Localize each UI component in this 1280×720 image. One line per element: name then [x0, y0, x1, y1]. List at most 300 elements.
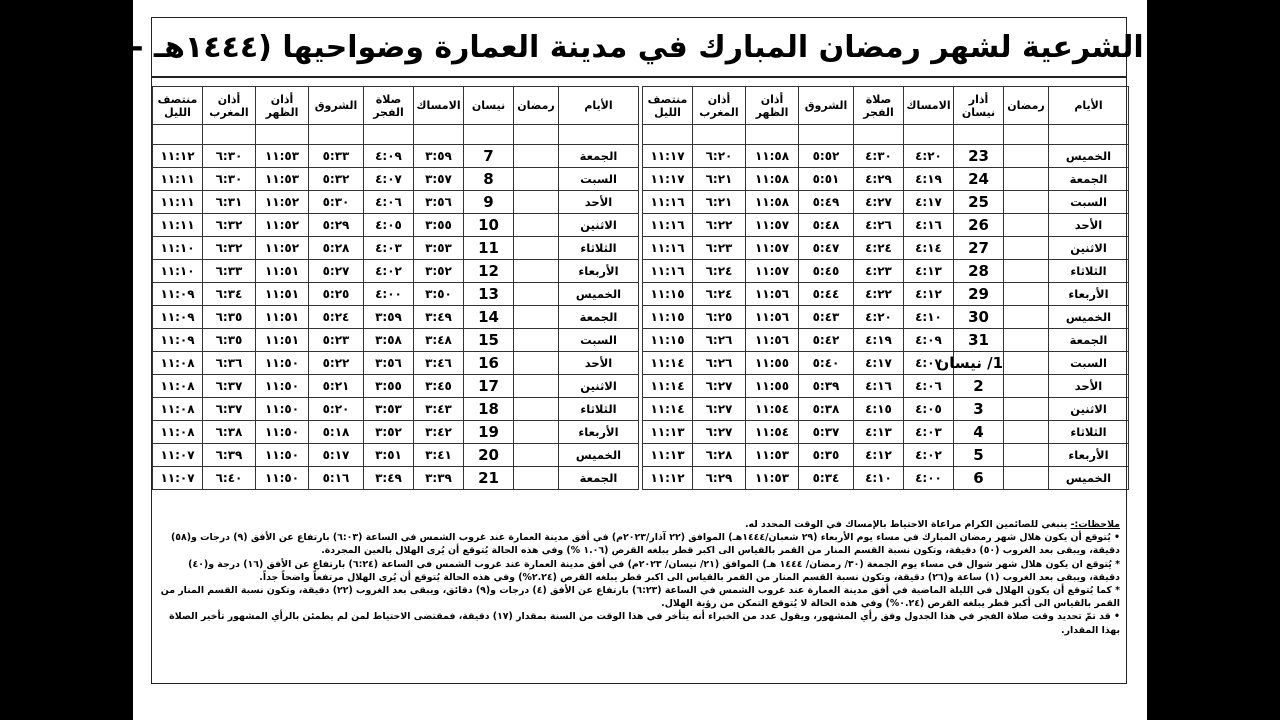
day-cell: الأربعاء: [1049, 283, 1129, 306]
day-cell: السبت: [559, 168, 639, 191]
maghrib-cell: ٦:٢٧: [693, 421, 746, 444]
ramadan-cell: [1004, 260, 1049, 283]
fajr-cell: ٣:٥٣: [364, 398, 414, 421]
imsak-cell: ٣:٤٩: [414, 306, 464, 329]
ramadan-cell: [1004, 352, 1049, 375]
midnight-cell: ١١:٠٨: [153, 352, 203, 375]
fajr-cell: ٤:٠٥: [364, 214, 414, 237]
midnight-cell: ١١:٠٨: [153, 421, 203, 444]
col-header: أذان المغرب: [693, 87, 746, 125]
sunrise-cell: ٥:٥٢: [799, 145, 854, 168]
imsak-cell: ٤:١٤: [904, 237, 954, 260]
dhuhr-cell: ١١:٥٦: [746, 329, 799, 352]
dhuhr-cell: ١١:٥٧: [746, 237, 799, 260]
fajr-cell: ٤:٢٦: [854, 214, 904, 237]
dhuhr-cell: ١١:٥٠: [256, 421, 309, 444]
day-cell: الخميس: [559, 444, 639, 467]
table-header-row: [643, 87, 1129, 125]
dhuhr-cell: ١١:٥٧: [746, 260, 799, 283]
page-title: الأوقات الشرعية لشهر رمضان المبارك في مدينة العمارة وضواحيها (١٤٤٤هـ - ٢٠٢٣م): [11, 29, 1267, 65]
imsak-cell: ٤:١٩: [904, 168, 954, 191]
col-header: منتصف الليل: [153, 87, 203, 125]
sunrise-cell: ٥:٤٠: [799, 352, 854, 375]
day-cell: الأحد: [559, 352, 639, 375]
imsak-cell: ٤:٠٥: [904, 398, 954, 421]
fajr-cell: ٤:٢٠: [854, 306, 904, 329]
day-cell: الخميس: [1049, 306, 1129, 329]
dhuhr-cell: ١١:٥٥: [746, 375, 799, 398]
imsak-cell: ٣:٥٠: [414, 283, 464, 306]
fajr-cell: ٤:١٥: [854, 398, 904, 421]
midnight-cell: ١١:١٣: [643, 421, 693, 444]
ramadan-cell: [1004, 283, 1049, 306]
dhuhr-cell: ١١:٥٣: [256, 168, 309, 191]
maghrib-cell: ٦:٢٧: [693, 375, 746, 398]
maghrib-cell: ٦:٣٩: [203, 444, 256, 467]
col-header: صلاة الفجر: [364, 87, 414, 125]
imsak-cell: ٤:٠٩: [904, 329, 954, 352]
notes-intro-text: ينبغي للصائمين الكرام مراعاة الاحتياط بالإمساك في الوقت المحدد له.: [745, 519, 1068, 530]
maghrib-cell: ٦:٣٢: [203, 214, 256, 237]
fajr-cell: ٤:١٦: [854, 375, 904, 398]
spacer-row: [643, 125, 1129, 145]
table-row: [643, 168, 1129, 191]
table-row: [643, 191, 1129, 214]
day-cell: الخميس: [559, 283, 639, 306]
sunrise-cell: ٥:٢١: [309, 375, 364, 398]
imsak-cell: ٤:٠٠: [904, 467, 954, 490]
ramadan-cell: [1004, 329, 1049, 352]
table-row: [153, 329, 639, 352]
sunrise-cell: ٥:٤٨: [799, 214, 854, 237]
table-row: [643, 214, 1129, 237]
maghrib-cell: ٦:٣٣: [203, 260, 256, 283]
table-row: [643, 444, 1129, 467]
dhuhr-cell: ١١:٥٠: [256, 352, 309, 375]
date-cell: 24: [954, 168, 1004, 191]
date-cell: 6: [954, 467, 1004, 490]
col-header: الشروق: [309, 87, 364, 125]
imsak-cell: ٣:٤٨: [414, 329, 464, 352]
sunrise-cell: ٥:٤٧: [799, 237, 854, 260]
day-cell: الثلاثاء: [1049, 421, 1129, 444]
schedule-table-right: [642, 86, 1129, 490]
date-cell: 12: [464, 260, 514, 283]
maghrib-cell: ٦:٢٠: [693, 145, 746, 168]
fajr-cell: ٤:٢٩: [854, 168, 904, 191]
date-cell: 26: [954, 214, 1004, 237]
imsak-cell: ٣:٤٥: [414, 375, 464, 398]
imsak-cell: ٤:٠٢: [904, 444, 954, 467]
title-box: [11, 18, 1267, 78]
date-cell: 28: [954, 260, 1004, 283]
imsak-cell: ٣:٥٥: [414, 214, 464, 237]
ramadan-cell: [1004, 145, 1049, 168]
maghrib-cell: ٦:٢٩: [693, 467, 746, 490]
table-row: [643, 467, 1129, 490]
midnight-cell: ١١:١٢: [643, 467, 693, 490]
fajr-cell: ٤:٢٤: [854, 237, 904, 260]
maghrib-cell: ٦:٣٨: [203, 421, 256, 444]
date-cell: 13: [464, 283, 514, 306]
midnight-cell: ١١:١٤: [643, 352, 693, 375]
table-row: [643, 237, 1129, 260]
midnight-cell: ١١:١٢: [153, 145, 203, 168]
midnight-cell: ١١:١٤: [643, 398, 693, 421]
imsak-cell: ٣:٥٩: [414, 145, 464, 168]
maghrib-cell: ٦:٢٧: [693, 398, 746, 421]
sunrise-cell: ٥:٣٧: [799, 421, 854, 444]
midnight-cell: ١١:١١: [153, 214, 203, 237]
col-header: الامساك: [414, 87, 464, 125]
table-row: [153, 237, 639, 260]
sunrise-cell: ٥:٤٢: [799, 329, 854, 352]
date-cell: 4: [954, 421, 1004, 444]
table-row: [643, 306, 1129, 329]
ramadan-cell: [514, 260, 559, 283]
maghrib-cell: ٦:٣١: [203, 191, 256, 214]
ramadan-cell: [1004, 444, 1049, 467]
day-cell: الاثنين: [1049, 237, 1129, 260]
imsak-cell: ٤:٢٠: [904, 145, 954, 168]
col-header: صلاة الفجر: [854, 87, 904, 125]
imsak-cell: ٣:٤١: [414, 444, 464, 467]
midnight-cell: ١١:١٥: [643, 306, 693, 329]
midnight-cell: ١١:٠٩: [153, 306, 203, 329]
date-cell: 3: [954, 398, 1004, 421]
date-cell: 29: [954, 283, 1004, 306]
fajr-cell: ٤:١٣: [854, 421, 904, 444]
day-cell: الاثنين: [559, 214, 639, 237]
imsak-cell: ٣:٥٢: [414, 260, 464, 283]
table-row: [153, 444, 639, 467]
fajr-cell: ٤:١٢: [854, 444, 904, 467]
imsak-cell: ٣:٥٣: [414, 237, 464, 260]
table-row: [643, 260, 1129, 283]
col-header: أذان الظهر: [746, 87, 799, 125]
ramadan-cell: [1004, 421, 1049, 444]
dhuhr-cell: ١١:٥٠: [256, 375, 309, 398]
day-cell: الاثنين: [559, 375, 639, 398]
day-cell: الأربعاء: [559, 260, 639, 283]
table-row: [153, 168, 639, 191]
fajr-cell: ٤:٠٢: [364, 260, 414, 283]
fajr-cell: ٤:١٠: [854, 467, 904, 490]
sunrise-cell: ٥:٤٩: [799, 191, 854, 214]
sunrise-cell: ٥:٢٧: [309, 260, 364, 283]
imsak-cell: ٣:٥٧: [414, 168, 464, 191]
sunrise-cell: ٥:٥١: [799, 168, 854, 191]
midnight-cell: ١١:١٣: [643, 444, 693, 467]
midnight-cell: ١١:١٥: [643, 329, 693, 352]
document-frame: [11, 17, 1267, 684]
fajr-cell: ٤:٠٧: [364, 168, 414, 191]
midnight-cell: ١١:١٦: [643, 214, 693, 237]
date-cell: 25: [954, 191, 1004, 214]
maghrib-cell: ٦:٣٦: [203, 352, 256, 375]
ramadan-cell: [1004, 168, 1049, 191]
col-header: الشروق: [799, 87, 854, 125]
date-cell: 20: [464, 444, 514, 467]
maghrib-cell: ٦:٣٠: [203, 145, 256, 168]
col-header: أذان الظهر: [256, 87, 309, 125]
fajr-cell: ٤:١٩: [854, 329, 904, 352]
col-header: أذان المغرب: [203, 87, 256, 125]
fajr-cell: ٣:٥٢: [364, 421, 414, 444]
day-cell: الجمعة: [559, 467, 639, 490]
date-cell: 21: [464, 467, 514, 490]
ramadan-cell: [1004, 191, 1049, 214]
maghrib-cell: ٦:٢٣: [693, 237, 746, 260]
maghrib-cell: ٦:٢٢: [693, 214, 746, 237]
dhuhr-cell: ١١:٥٨: [746, 168, 799, 191]
date-cell: 30: [954, 306, 1004, 329]
maghrib-cell: ٦:٣٠: [203, 168, 256, 191]
table-row: [153, 467, 639, 490]
dhuhr-cell: ١١:٥٦: [746, 306, 799, 329]
sunrise-cell: ٥:٣٠: [309, 191, 364, 214]
maghrib-cell: ٦:٢٨: [693, 444, 746, 467]
sunrise-cell: ٥:٢٩: [309, 214, 364, 237]
ramadan-cell: [1004, 306, 1049, 329]
table-row: [153, 375, 639, 398]
dhuhr-cell: ١١:٥١: [256, 329, 309, 352]
date-cell: 2: [954, 375, 1004, 398]
day-cell: الأحد: [1049, 214, 1129, 237]
fajr-cell: ٣:٤٩: [364, 467, 414, 490]
sunrise-cell: ٥:٣٣: [309, 145, 364, 168]
sunrise-cell: ٥:٢٠: [309, 398, 364, 421]
dhuhr-cell: ١١:٥٨: [746, 191, 799, 214]
day-cell: الأحد: [1049, 375, 1129, 398]
ramadan-cell: [1004, 375, 1049, 398]
fajr-cell: ٤:٢٧: [854, 191, 904, 214]
note-item: • قد تمّ تحديد وقت صلاة الفجر في هذا الجدول وفق رأي المشهور، ويقول عدد من الخبراء أنه يتأخر في هذا الوقت من السنة بمقدار (١٧) دقيقة، فمقتضى الاحتياط لمن لم يطمئن بالرأي المشهور تأخير الصلاة بهذا المقدار.: [169, 611, 1120, 636]
sunrise-cell: ٥:٣٥: [799, 444, 854, 467]
notes-heading: ملاحظات:-: [1070, 519, 1120, 530]
day-cell: الأربعاء: [1049, 444, 1129, 467]
maghrib-cell: ٦:٣٢: [203, 237, 256, 260]
ramadan-cell: [1004, 237, 1049, 260]
maghrib-cell: ٦:٢١: [693, 191, 746, 214]
fajr-cell: ٣:٥٥: [364, 375, 414, 398]
dhuhr-cell: ١١:٥٢: [256, 237, 309, 260]
col-header: الامساك: [904, 87, 954, 125]
col-header: رمضان: [514, 87, 559, 125]
day-cell: الثلاثاء: [559, 398, 639, 421]
maghrib-cell: ٦:٤٠: [203, 467, 256, 490]
note-item: * يُتوقع ان يكون هلال شهر شوال في مساء يوم الجمعة (٣٠/ رمضان/ ١٤٤٤ هـ) الموافق (٢١/ نيسان/ ٢٠٢٣م) في أفق مدينة العمارة عند غروب الشمس في الساعة (٦:٢٤) بارتفاع عن الأفق (١٦) درجة و(٤٠) دقيقة، ويبقى بعد الغروب (١) ساعة و(٢٦) دقيقة، وتكون نسبة القسم المنار من القمر بالقياس الى اكبر قطر يبلغه القرص (٢.٢٤%) وفي هذه الحالة يُتوقع أن يُرى الهلال مرتفعاً واضحاً جداً.: [188, 558, 1120, 583]
midnight-cell: ١١:١١: [153, 168, 203, 191]
dhuhr-cell: ١١:٥٠: [256, 398, 309, 421]
maghrib-cell: ٦:٣٧: [203, 375, 256, 398]
maghrib-cell: ٦:٢٦: [693, 329, 746, 352]
table-row: [643, 329, 1129, 352]
date-cell: 19: [464, 421, 514, 444]
imsak-cell: ٤:٠٧: [904, 352, 954, 375]
date-cell: 27: [954, 237, 1004, 260]
maghrib-cell: ٦:٢٤: [693, 283, 746, 306]
ramadan-cell: [514, 444, 559, 467]
table-row: [643, 421, 1129, 444]
date-cell: 9: [464, 191, 514, 214]
dhuhr-cell: ١١:٥٨: [746, 145, 799, 168]
sunrise-cell: ٥:٤٤: [799, 283, 854, 306]
note-item: • يُتوقع أن يكون هلال شهر رمضان المبارك في مساء يوم الأربعاء (٢٩ شعبان/١٤٤٤هـ) الموافق (٢٢ آذار/٢٠٢٣م) في أفق مدينة العمارة عند غروب الشمس في الساعة (٦:٠٣) بارتفاع عن الأفق (٩) درجات و(٥٨) دقيقة، ويبقى بعد الغروب (٥٠) دقيقة، وتكون نسبة القسم المنار من القمر بالقياس الى اكبر قطر يبلغه القرص (١.٠٦ %) وفي هذه الحالة يُتوقع أن يُرى الهلال بالعين المجردة.: [170, 532, 1120, 557]
ramadan-cell: [514, 214, 559, 237]
ramadan-cell: [514, 398, 559, 421]
maghrib-cell: ٦:٢٤: [693, 260, 746, 283]
fajr-cell: ٤:٣٠: [854, 145, 904, 168]
dhuhr-cell: ١١:٥١: [256, 306, 309, 329]
maghrib-cell: ٦:٣٥: [203, 329, 256, 352]
ramadan-cell: [514, 145, 559, 168]
dhuhr-cell: ١١:٥٧: [746, 214, 799, 237]
day-cell: الخميس: [1049, 467, 1129, 490]
fajr-cell: ٤:٠٠: [364, 283, 414, 306]
col-header: الأيام: [559, 87, 639, 125]
date-cell: 31: [954, 329, 1004, 352]
imsak-cell: ٤:٠٣: [904, 421, 954, 444]
dhuhr-cell: ١١:٥٣: [746, 467, 799, 490]
midnight-cell: ١١:٠٨: [153, 398, 203, 421]
ramadan-cell: [1004, 398, 1049, 421]
midnight-cell: ١١:١٠: [153, 237, 203, 260]
dhuhr-cell: ١١:٥٦: [746, 283, 799, 306]
fajr-cell: ٤:١٧: [854, 352, 904, 375]
maghrib-cell: ٦:٢٦: [693, 352, 746, 375]
table-row: [643, 352, 1129, 375]
ramadan-cell: [514, 168, 559, 191]
ramadan-cell: [514, 329, 559, 352]
table-row: [153, 283, 639, 306]
fajr-cell: ٤:٠٦: [364, 191, 414, 214]
table-row: [153, 306, 639, 329]
imsak-cell: ٣:٤٣: [414, 398, 464, 421]
dhuhr-cell: ١١:٥١: [256, 283, 309, 306]
date-cell: 14: [464, 306, 514, 329]
day-cell: الأحد: [559, 191, 639, 214]
dhuhr-cell: ١١:٥٢: [256, 214, 309, 237]
midnight-cell: ١١:١٦: [643, 191, 693, 214]
table-row: [153, 260, 639, 283]
dhuhr-cell: ١١:٥٤: [746, 398, 799, 421]
ramadan-cell: [514, 306, 559, 329]
maghrib-cell: ٦:٣٥: [203, 306, 256, 329]
imsak-cell: ٤:١٢: [904, 283, 954, 306]
day-cell: السبت: [559, 329, 639, 352]
date-cell: 18: [464, 398, 514, 421]
dhuhr-cell: ١١:٥٤: [746, 421, 799, 444]
dhuhr-cell: ١١:٥٣: [256, 145, 309, 168]
day-cell: الجمعة: [1049, 329, 1129, 352]
table-row: [153, 191, 639, 214]
table-row: [153, 145, 639, 168]
fajr-cell: ٤:٢٣: [854, 260, 904, 283]
ramadan-cell: [514, 237, 559, 260]
sunrise-cell: ٥:٣٢: [309, 168, 364, 191]
ramadan-cell: [514, 421, 559, 444]
midnight-cell: ١١:٠٩: [153, 283, 203, 306]
day-cell: الاثنين: [1049, 398, 1129, 421]
ramadan-cell: [514, 191, 559, 214]
date-cell: 7: [464, 145, 514, 168]
dhuhr-cell: ١١:٥١: [256, 260, 309, 283]
sunrise-cell: ٥:١٦: [309, 467, 364, 490]
maghrib-cell: ٦:٣٤: [203, 283, 256, 306]
midnight-cell: ١١:١٥: [643, 283, 693, 306]
fajr-cell: ٤:٠٩: [364, 145, 414, 168]
imsak-cell: ٣:٣٩: [414, 467, 464, 490]
midnight-cell: ١١:١٧: [643, 168, 693, 191]
date-cell: 10: [464, 214, 514, 237]
ramadan-cell: [1004, 214, 1049, 237]
table-row: [153, 352, 639, 375]
dhuhr-cell: ١١:٥٢: [256, 191, 309, 214]
imsak-cell: ٤:٠٦: [904, 375, 954, 398]
day-cell: الجمعة: [559, 306, 639, 329]
day-cell: الثلاثاء: [1049, 260, 1129, 283]
ramadan-cell: [514, 467, 559, 490]
imsak-cell: ٤:١٠: [904, 306, 954, 329]
table-row: [643, 145, 1129, 168]
col-header: أذار نيسان: [954, 87, 1004, 125]
day-cell: الخميس: [1049, 145, 1129, 168]
table-row: [643, 375, 1129, 398]
imsak-cell: ٣:٥٦: [414, 191, 464, 214]
table-row: [153, 214, 639, 237]
sunrise-cell: ٥:١٧: [309, 444, 364, 467]
col-header: الأيام: [1049, 87, 1129, 125]
ramadan-cell: [514, 352, 559, 375]
fajr-cell: ٣:٥٨: [364, 329, 414, 352]
imsak-cell: ٤:١٧: [904, 191, 954, 214]
midnight-cell: ١١:٠٧: [153, 467, 203, 490]
midnight-cell: ١١:١١: [153, 191, 203, 214]
imsak-cell: ٣:٤٢: [414, 421, 464, 444]
day-cell: الجمعة: [559, 145, 639, 168]
dhuhr-cell: ١١:٥٣: [746, 444, 799, 467]
day-cell: السبت: [1049, 352, 1129, 375]
sunrise-cell: ٥:٢٤: [309, 306, 364, 329]
schedule-table-left: [152, 86, 639, 490]
maghrib-cell: ٦:٣٧: [203, 398, 256, 421]
col-header: نيسان: [464, 87, 514, 125]
maghrib-cell: ٦:٢١: [693, 168, 746, 191]
day-cell: الأربعاء: [559, 421, 639, 444]
ramadan-cell: [1004, 467, 1049, 490]
sunrise-cell: ٥:٣٩: [799, 375, 854, 398]
midnight-cell: ١١:١٠: [153, 260, 203, 283]
date-cell: 23: [954, 145, 1004, 168]
fajr-cell: ٤:٢٢: [854, 283, 904, 306]
dhuhr-cell: ١١:٥٠: [256, 444, 309, 467]
notes-intro: [158, 518, 1120, 531]
fajr-cell: ٣:٥١: [364, 444, 414, 467]
note-item: * كما يُتوقع أن يكون الهلال في الليلة الماضية في أفق مدينة العمارة عند غروب الشمس في الساعة (٦:٢٣) بارتفاع عن الأفق (٤) درجات و(٩) دقائق، ويبقى بعد الغروب (٢٢) دقيقة، وتكون نسبة القسم المنار من القمر بالقياس الى أكبر قطر يبلغه القرص (٠.٢٤%) وفي هذه الحالة لا يُتوقع التمكن من رؤية الهلال.: [160, 585, 1120, 610]
day-cell: الجمعة: [1049, 168, 1129, 191]
sunrise-cell: ٥:٢٥: [309, 283, 364, 306]
day-cell: السبت: [1049, 191, 1129, 214]
date-cell: 17: [464, 375, 514, 398]
dhuhr-cell: ١١:٥٠: [256, 467, 309, 490]
col-header: منتصف الليل: [643, 87, 693, 125]
table-row: [153, 398, 639, 421]
midnight-cell: ١١:٠٨: [153, 375, 203, 398]
table-row: [643, 283, 1129, 306]
sunrise-cell: ٥:٣٤: [799, 467, 854, 490]
fajr-cell: ٤:٠٣: [364, 237, 414, 260]
